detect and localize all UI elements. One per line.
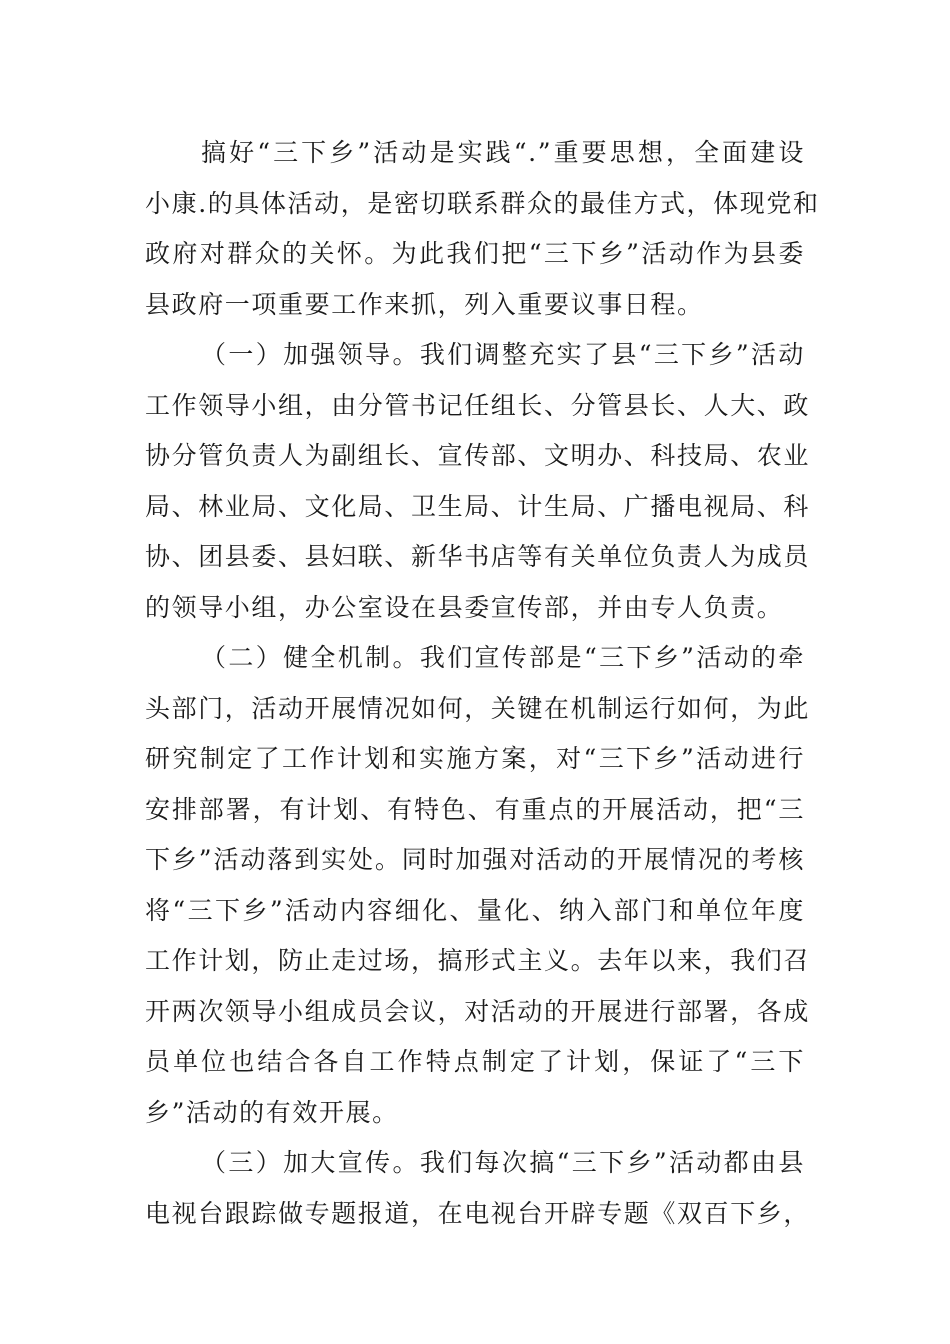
document-body <box>145 128 820 1239</box>
text-line: 搞好“三下乡”活动是实践“.”重要思想，全面建设 <box>201 138 805 167</box>
text-line: （二）健全机制。我们宣传部是“三下乡”活动的牵 <box>201 643 805 672</box>
text-line: 员单位也结合各自工作特点制定了计划，保证了“三下 <box>145 1047 805 1076</box>
text-line: 研究制定了工作计划和实施方案，对“三下乡”活动进行 <box>145 744 805 773</box>
text-line: 安排部署，有计划、有特色、有重点的开展活动，把“三 <box>145 794 805 824</box>
text-line: 下乡”活动落到实处。同时加强对活动的开展情况的考核 <box>145 845 805 874</box>
text-line: 工作领导小组，由分管书记任组长、分管县长、人大、政 <box>145 390 811 420</box>
text-line: 局、林业局、文化局、卫生局、计生局、广播电视局、科 <box>145 491 811 521</box>
text-line: 电视台跟踪做专题报道，在电视台开辟专题《双百下乡， <box>145 1198 811 1228</box>
text-line: 将“三下乡”活动内容细化、量化、纳入部门和单位年度 <box>145 895 805 925</box>
text-line: 县政府一项重要工作来抓，列入重要议事日程。 <box>145 289 704 319</box>
text-line: 头部门，活动开展情况如何，关键在机制运行如何，为此 <box>145 693 811 723</box>
text-line: 开两次领导小组成员会议，对活动的开展进行部署，各成 <box>145 996 811 1026</box>
text-line: 小康.的具体活动，是密切联系群众的最佳方式，体现党和 <box>145 188 820 218</box>
text-line: （一）加强领导。我们调整充实了县“三下乡”活动 <box>201 340 805 369</box>
text-line: （三）加大宣传。我们每次搞“三下乡”活动都由县 <box>201 1148 805 1177</box>
text-line: 乡”活动的有效开展。 <box>145 1097 399 1127</box>
text-line: 协、团县委、县妇联、新华书店等有关单位负责人为成员 <box>145 542 811 571</box>
text-line: 政府对群众的关怀。为此我们把“三下乡”活动作为县委 <box>145 239 805 268</box>
text-line: 的领导小组，办公室设在县委宣传部，并由专人负责。 <box>145 592 784 622</box>
text-line: 工作计划，防止走过场，搞形式主义。去年以来，我们召 <box>145 946 811 975</box>
text-line: 协分管负责人为副组长、宣传部、文明办、科技局、农业 <box>145 441 811 470</box>
